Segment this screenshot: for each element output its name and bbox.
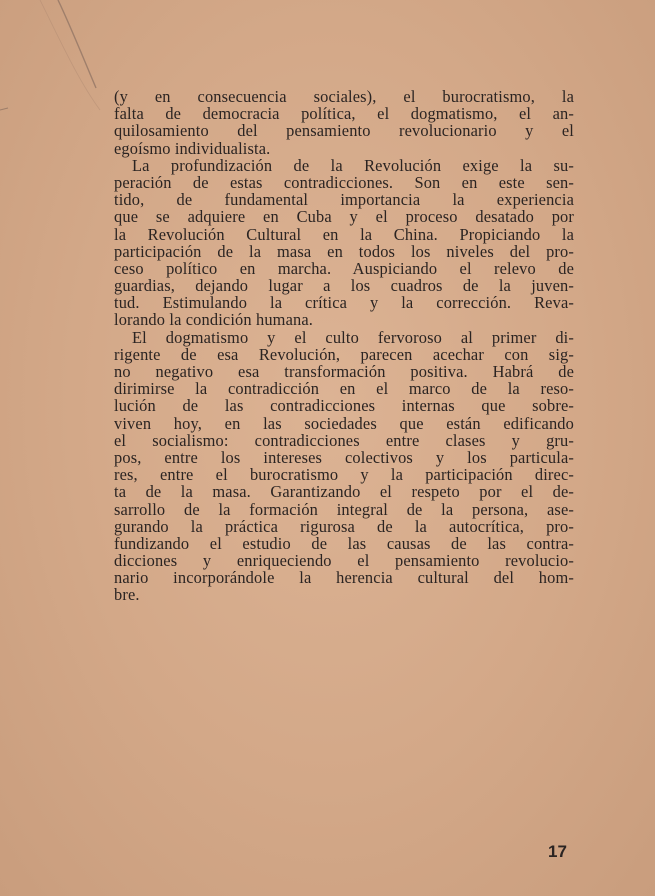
text-line: lución de las contradicciones internas que sobre- — [114, 396, 574, 416]
text-line: no negativo esa transformación positiva. Habrá de — [114, 362, 574, 381]
text-line: quilosamiento del pensamiento revolucionario y el — [114, 121, 574, 141]
paragraph — [114, 88, 574, 157]
text-line: tido, de fundamental importancia la experiencia — [114, 190, 574, 210]
text-line: (y en consecuencia sociales), el burocratismo, la — [114, 87, 574, 106]
text-line: tud. Estimulando la crítica y la corrección. Reva- — [114, 293, 574, 313]
paragraph — [114, 329, 574, 604]
text-line: el socialismo: contradicciones entre clases y gru- — [114, 430, 574, 450]
text-line: egoísmo individualista. — [114, 138, 271, 158]
text-line: dicciones y enriqueciendo el pensamiento revolucio- — [114, 551, 574, 571]
text-line: sarrollo de la formación integral de la persona, ase- — [114, 499, 574, 519]
text-line: bre. — [114, 585, 140, 605]
text-line: pos, entre los intereses colectivos y los particula- — [114, 447, 574, 467]
text-line: lorando la condición humana. — [114, 310, 314, 330]
paragraph — [114, 157, 574, 329]
body-text — [114, 88, 574, 604]
text-line: peración de estas contradicciones. Son en este sen- — [114, 172, 574, 192]
text-line: viven hoy, en las sociedades que están edificando — [114, 413, 574, 433]
text-line: fundizando el estudio de las causas de las contra- — [114, 533, 574, 553]
text-line: falta de democracia política, el dogmatismo, el an- — [114, 104, 574, 124]
page-number: 17 — [548, 842, 567, 861]
text-line: gurando la práctica rigurosa de la autocrítica, pro- — [114, 516, 574, 536]
text-line: res, entre el burocratismo y la participación direc- — [114, 465, 574, 485]
text-line: nario incorporándole la herencia cultural del hom- — [114, 568, 574, 588]
text-line: La profundización de la Revolución exige la su- — [132, 155, 574, 175]
text-line: la Revolución Cultural en la China. Propiciando la — [114, 224, 574, 244]
text-line: que se adquiere en Cuba y el proceso desatado por — [114, 207, 574, 227]
text-line: guardias, dejando lugar a los cuadros de la juven- — [114, 276, 574, 296]
text-line: El dogmatismo y el culto fervoroso al primer di- — [132, 327, 574, 347]
text-line: ceso político en marcha. Auspiciando el relevo de — [114, 258, 574, 278]
text-line: participación de la masa en todos los niveles del pro- — [114, 241, 574, 261]
text-line: dirimirse la contradicción en el marco de la reso- — [114, 379, 574, 399]
text-line: ta de la masa. Garantizando el respeto por el de- — [114, 482, 574, 502]
text-line: rigente de esa Revolución, parecen acechar con sig- — [114, 344, 574, 364]
